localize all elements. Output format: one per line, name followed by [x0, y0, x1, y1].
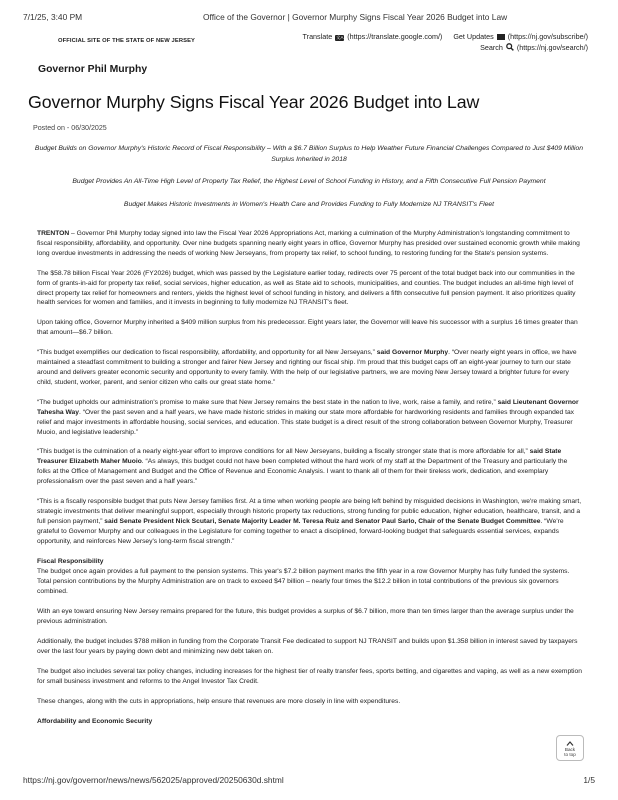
subheads — [30, 144, 588, 222]
official-site-banner: OFFICIAL SITE OF THE STATE OF NEW JERSEY — [58, 38, 196, 44]
paragraph: These changes, along with the cuts in appropriations, help ensure that revenues are more closely in line with expenditures. — [37, 697, 401, 705]
get-updates-link[interactable] — [453, 32, 588, 41]
utility-links — [258, 32, 588, 56]
quote-lieutenant-governor: “The budget upholds our administration's promise to make sure that New Jersey remains the best state in the nation to live, work, raise a family, and retire,” said Lieutenant Governor Tahesha Way. “Over the past seven and a half years, we have made historic strides in making our state more affordable for hardworking residents and families through expanded tax relief and major investments in affordable housing, social services, and education. This state budget is a direct result of the strong collaboration between Governor Murphy, Treasurer Muoio, and legislative leadership.” — [37, 398, 579, 436]
posted-date: Posted on - 06/30/2025 — [33, 124, 107, 132]
search-url: (https://nj.gov/search/) — [516, 43, 588, 52]
quote-senate-leaders: “This is a fiscally responsible budget that puts New Jersey families first. At a time when working people are being left behind by misguided decisions in Washington, we're making smart, strategic investments that deliver meaningful support, especially through historic property tax reductions, strong funding for public education, higher education, healthcare, transit, and a full pension payment,” said Senate President Nick Scutari, Senate Majority Leader M. Teresa Ruiz and Senator Paul Sarlo, Chair of the Senate Budget Committee. “We're grateful to Governor Murphy and our colleagues in the Legislature for coming together to enact a disciplined, forward-looking budget that safeguards essential services, expands opportunity, and reinforces New Jersey's long-term fiscal strength.” — [37, 498, 582, 545]
governor-name-link[interactable]: Governor Phil Murphy — [38, 64, 148, 75]
speaker-attribution: said Senate President Nick Scutari, Senate Majority Leader M. Teresa Ruiz and Senator Paul Sarlo, Chair of the Senate Budget Committee — [104, 517, 541, 525]
search-link[interactable] — [480, 43, 588, 52]
utility-row-bottom — [471, 43, 588, 52]
translate-link[interactable] — [303, 32, 443, 41]
chevron-up-icon — [566, 741, 574, 746]
article-body — [37, 229, 582, 727]
subhead: Budget Makes Historic Investments in Women's Health Care and Provides Funding to Fully Modernize NJ TRANSIT's Fleet — [123, 200, 495, 208]
speaker-attribution: said Governor Murphy — [376, 349, 449, 357]
dateline: TRENTON — [37, 230, 70, 237]
print-document-title: Office of the Governor | Governor Murphy Signs Fiscal Year 2026 Budget into Law — [203, 12, 508, 22]
speaker-attribution: said State Treasurer Elizabeth Maher Muoio — [37, 448, 562, 466]
speaker-attribution: said Lieutenant Governor Tahesha Way — [37, 398, 579, 416]
search-label: Search — [480, 43, 503, 52]
paragraph: With an eye toward ensuring New Jersey remains prepared for the future, this budget provides a surplus of $6.7 billion, more than ten times larger than the average surplus under the previous administration. — [37, 608, 574, 626]
subhead: Budget Provides An All-Time High Level of Property Tax Relief, the Highest Level of School Funding in History, and a Fifth Consecutive Full Pension Payment — [72, 178, 546, 186]
print-header — [23, 12, 595, 26]
section-heading-fiscal-responsibility: Fiscal Responsibility — [37, 557, 104, 565]
paragraph: Upon taking office, Governor Murphy inherited a $409 million surplus from his predecessor. Eight years later, the Governor will leave his successor with a surplus 16 times greater than that amount—$6.7 billion. — [37, 319, 578, 337]
envelope-icon — [497, 34, 505, 40]
quote-governor: “This budget exemplifies our dedication to fiscal responsibility, affordability, and opportunity for all New Jerseyans,” said Governor Murphy. “Over nearly eight years in office, we have maintained a steadfast commitment to building a stronger and fairer New Jersey and righting our fiscal ship. I'm proud that this budget caps off an eight-year journey to turn our state around and delivers greater economic security and opportunity to every family. With the help of our legislative partners, we are moving New Jersey toward a brighter future for every child, student, worker, parent, and senior citizen who calls our great state home.” — [37, 349, 577, 386]
search-icon — [506, 43, 514, 51]
translate-label: Translate — [302, 32, 333, 41]
quote-treasurer: “This budget is the culmination of a nearly eight-year effort to improve conditions for all New Jerseyans, building a fiscally stronger state that is more affordable for all,” said State Treasurer Elizabeth Maher Muoio. “As always, this budget could not have been completed without the hard work of my staff at the Department of the Treasury and particularly the folks at the Office of Management and Budget and the Office of Revenue and Economic Analysis. I want to thank all of them for their tireless work, dedication, and exemplary professionalism over the past seven and a half years.” — [37, 448, 568, 486]
get-updates-url: (https://nj.gov/subscribe/) — [507, 32, 588, 41]
translate-url: (https://translate.google.com/) — [347, 32, 443, 41]
print-url: https://nj.gov/governor/news/news/562025/approved/20250630d.shtml — [23, 775, 284, 785]
back-to-top-label-line2: to top — [564, 752, 576, 757]
utility-row-top — [294, 32, 588, 41]
subhead: Budget Builds on Governor Murphy's Historic Record of Fiscal Responsibility – With a $6.7 Billion Surplus to Help Weather Future Financial Challenges Compared to Just $409 Million Surplus Inherited in 2018 — [34, 145, 584, 163]
paragraph: The budget also includes several tax policy changes, including increases for the highest tier of realty transfer fees, sports betting, and cigarettes and vaping, as well as a new exemption for small business investment and reforms to the Angel Investor Tax Credit. — [37, 667, 582, 685]
section-heading-affordability: Affordability and Economic Security — [37, 717, 153, 725]
get-updates-label: Get Updates — [453, 32, 494, 41]
print-date: 7/1/25, 3:40 PM — [23, 12, 83, 22]
paragraph: The $58.78 billion Fiscal Year 2026 (FY2026) budget, which was passed by the Legislature earlier today, redirects over 75 percent of the total budget back into our communities in the form of grants-in-aid for property tax relief, social services, higher education, as well as State aid to schools, municipalities, and counties. The budget includes an all-time high level of direct property tax relief for homeowners and renters, yields the highest level of school funding in history, and delivers a fifth consecutive full pension payment. It also prioritizes quality health services for women and families, and it invests in beginning to fully modernize NJ TRANSIT's fleet. — [37, 269, 576, 307]
translate-icon: 文A — [335, 35, 344, 40]
back-to-top-label-line1: Back — [564, 747, 576, 752]
page-title: Governor Murphy Signs Fiscal Year 2026 Budget into Law — [28, 92, 480, 112]
paragraph: The budget once again provides a full payment to the pension systems. This year's $7.2 billion payment marks the fifth year in a row Governor Murphy has fully funded the systems. Total pension contributions by the Murphy Administration are on track to exceed $47 billion – nearly four times the $12.2 billion in total contributions of the previous six governors combined. — [37, 568, 570, 596]
page-number: 1/5 — [583, 775, 595, 785]
print-footer — [23, 775, 595, 787]
back-to-top-button[interactable] — [556, 735, 584, 761]
paragraph-intro: TRENTON – Governor Phil Murphy today signed into law the Fiscal Year 2026 Appropriations Act, marking a culmination of the Murphy Administration's longstanding commitment to fiscal responsibility, affordability, and opportunity. Over nine budgets spanning nearly eight years in office, Governor Murphy has presided over sustained economic growth while making long overdue investments in addressing the needs of working New Jerseyans, from property tax relief, to school funding, to restoring funding for the State's pension systems. — [37, 230, 580, 257]
paragraph: Additionally, the budget includes $788 million in funding from the Corporate Transit Fee dedicated to support NJ TRANSIT and builds upon $1.358 billion in interest saved by taxpayers over the last four years by paying down debt and minimizing new debt taken on. — [37, 638, 578, 655]
